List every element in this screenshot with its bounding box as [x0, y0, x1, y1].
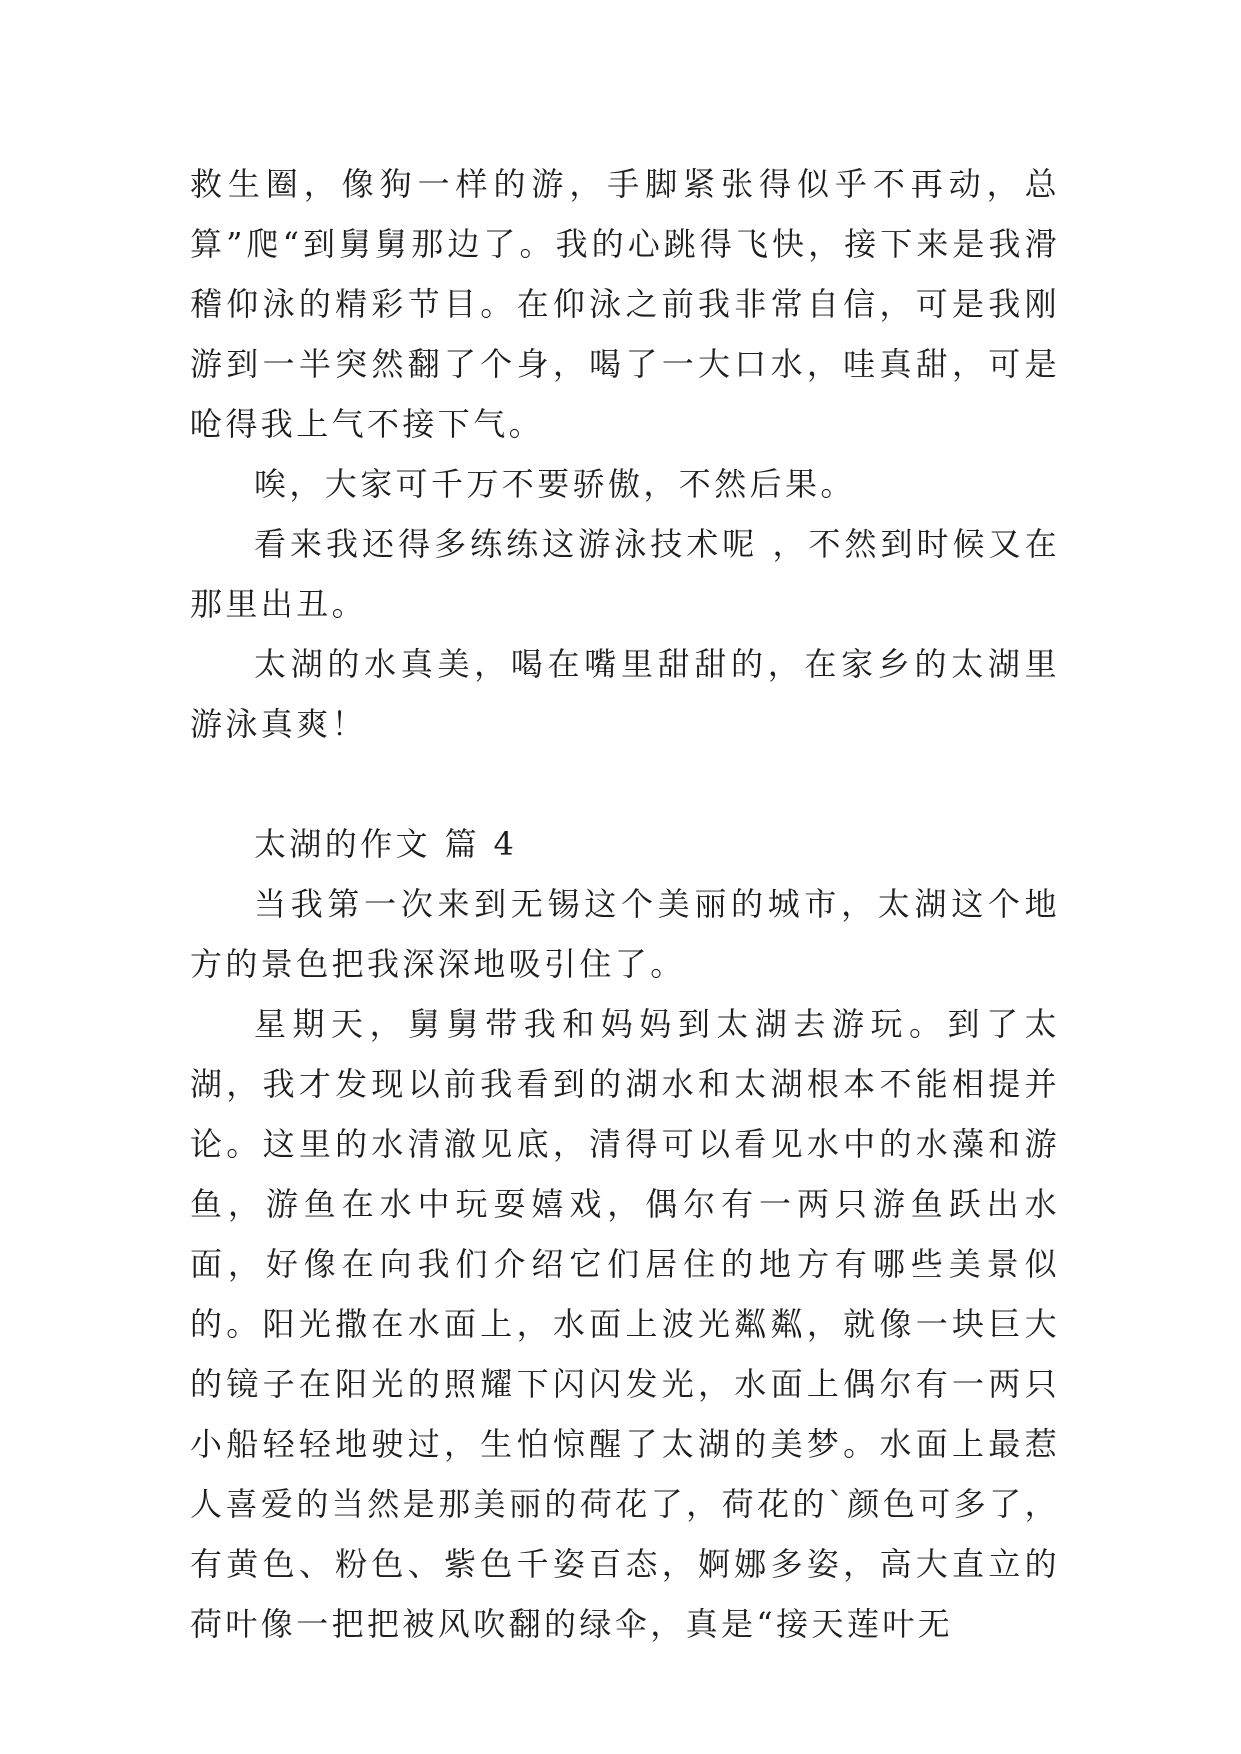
- paragraph-description: 星期天，舅舅带我和妈妈到太湖去游玩。到了太湖，我才发现以前我看到的湖水和太湖根本不能相提并论。这里的水清澈见底，清得可以看见水中的水藻和游鱼，游鱼在水中玩耍嬉戏，偶尔有一两只游鱼跃出水面，好像在向我们介绍它们居住的地方有哪些美景似的。阳光撒在水面上，水面上波光粼粼，就像一块巨大的镜子在阳光的照耀下闪闪发光，水面上偶尔有一两只小船轻轻地驶过，生怕惊醒了太湖的美梦。水面上最惹人喜爱的当然是那美丽的荷花了，荷花的`颜色可多了，有黄色、粉色、紫色千姿百态，婀娜多姿，高大直立的荷叶像一把把被风吹翻的绿伞，真是“接天莲叶无: [190, 1005, 1060, 1643]
- section-heading: 太湖的作文 篇 4: [254, 825, 518, 863]
- section-spacer: [190, 754, 1060, 814]
- paragraph-warning: 唉，大家可千万不要骄傲，不然后果。: [254, 465, 856, 503]
- paragraph-practice: 看来我还得多练练这游泳技术呢 ，不然到时候又在那里出丑。: [190, 525, 1060, 623]
- document-body: [190, 154, 1060, 1654]
- paragraph-conclusion: 太湖的水真美，喝在嘴里甜甜的，在家乡的太湖里游泳真爽！: [190, 645, 1060, 743]
- paragraph-intro: 当我第一次来到无锡这个美丽的城市，太湖这个地方的景色把我深深地吸引住了。: [190, 885, 1060, 983]
- paragraph-continuation: 救生圈，像狗一样的游，手脚紧张得似乎不再动，总算”爬“到舅舅那边了。我的心跳得飞快，接下来是我滑稽仰泳的精彩节目。在仰泳之前我非常自信，可是我刚游到一半突然翻了个身，喝了一大口水，哇真甜，可是呛得我上气不接下气。: [190, 165, 1060, 443]
